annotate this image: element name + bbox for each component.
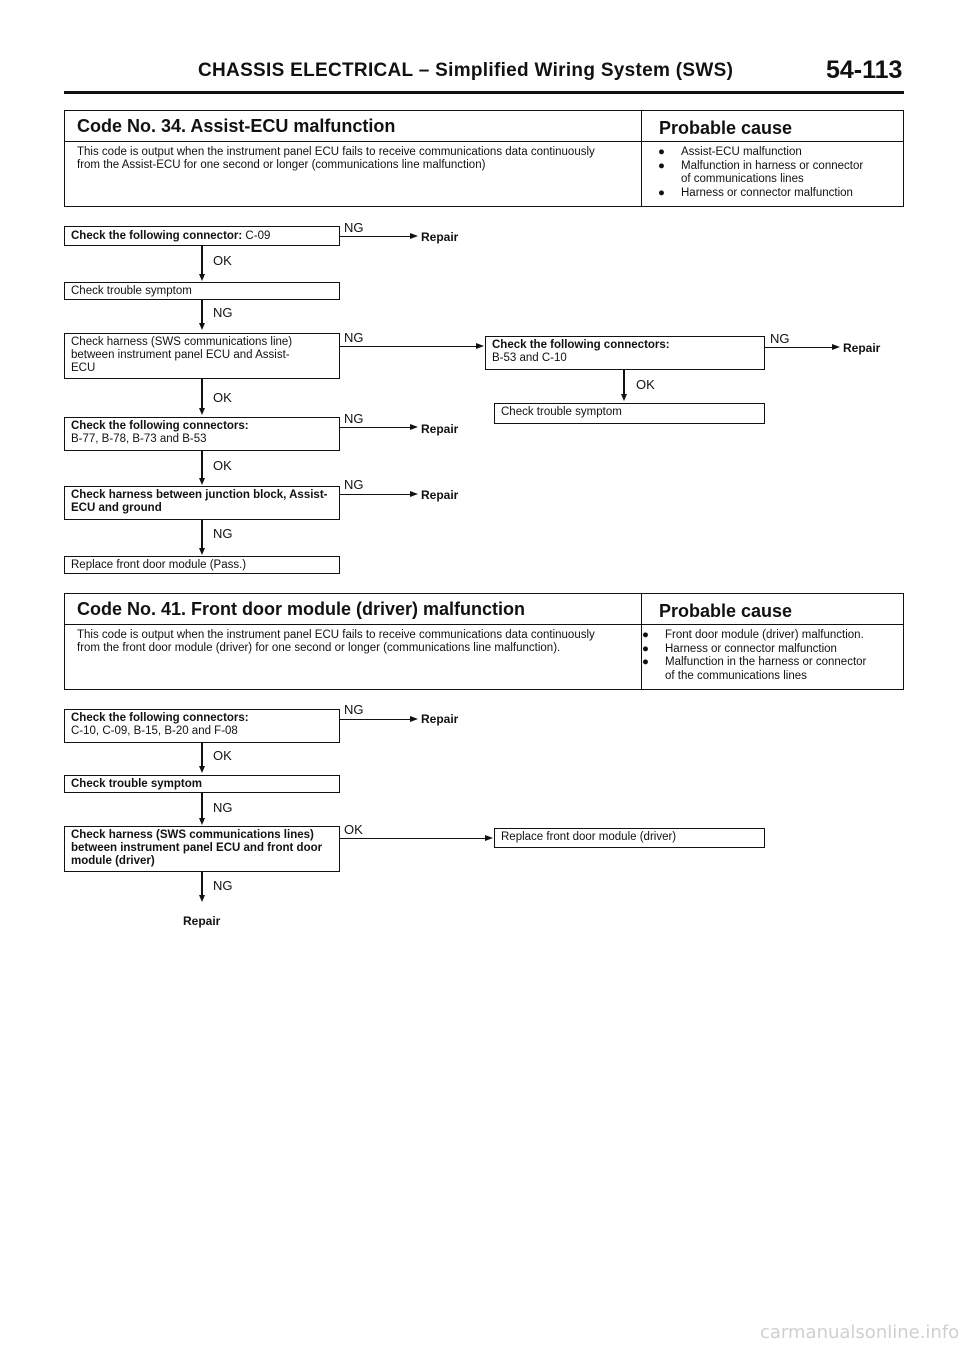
list-item: of communications lines [681, 173, 804, 185]
code41-end-repair: Repair [183, 914, 221, 928]
list-item: ● Harness or connector malfunction [658, 186, 853, 199]
repair-label: Repair [421, 488, 459, 502]
code34-step-replace-module: Replace front door module (Pass.) [64, 556, 340, 574]
header-rule [64, 91, 904, 94]
bullet-icon: ● [658, 146, 665, 158]
bullet-icon: ● [642, 656, 649, 668]
code41-desc-line2: from the front door module (driver) for one second or longer (communications line malfunction). [77, 642, 561, 654]
code41-probable-cause-list [639, 629, 901, 683]
ng-arrow-line [340, 346, 476, 347]
bullet-icon: ● [642, 642, 649, 655]
list-item: ● Harness or connector malfunction [642, 642, 837, 655]
arrow-down-icon [199, 818, 205, 825]
arrow-right-icon [410, 233, 418, 239]
ng-arrow-line [340, 236, 410, 237]
code41-info-box [64, 593, 904, 690]
flow-connector-line [201, 872, 203, 895]
code34-branch-check-symptom: Check trouble symptom [494, 403, 765, 424]
arrow-right-icon [410, 424, 418, 430]
site-watermark: carmanualsonline.info [760, 1322, 960, 1343]
code34-step-check-symptom: Check trouble symptom [64, 282, 340, 300]
ok-label: OK [344, 822, 363, 837]
code41-branch-replace-module: Replace front door module (driver) [494, 828, 765, 848]
flow-connector-line [201, 520, 203, 548]
ng-label: NG [344, 477, 364, 492]
ng-arrow-line [340, 719, 410, 720]
ng-label: NG [770, 331, 790, 346]
arrow-down-icon [621, 394, 627, 401]
code41-step-check-harness: Check harness (SWS communications lines) between instrument panel ECU and front door module (driver) [64, 826, 340, 872]
repair-label: Repair [421, 230, 459, 244]
flow-connector-line [201, 379, 203, 408]
code34-step-check-connector: Check the following connector: C-09 [64, 226, 340, 246]
code41-title-divider [65, 624, 903, 625]
list-item: ● Assist-ECU malfunction [658, 146, 802, 158]
ng-label: NG [213, 305, 233, 320]
code34-desc-line2: from the Assist-ECU for one second or longer (communications line malfunction) [77, 159, 486, 171]
ng-label: NG [213, 800, 233, 815]
arrow-down-icon [199, 478, 205, 485]
ng-arrow-line [340, 427, 410, 428]
bullet-icon: ● [658, 186, 665, 199]
arrow-right-icon [410, 491, 418, 497]
list-item: ● Front door module (driver) malfunction. [642, 629, 864, 641]
flow-connector-line [623, 370, 625, 394]
ng-label: NG [213, 526, 233, 541]
arrow-right-icon [410, 716, 418, 722]
ng-label: NG [344, 330, 364, 345]
ok-arrow-line [340, 838, 485, 839]
list-item: ● Malfunction in harness or connector [658, 159, 864, 172]
code34-step-check-harness: Check harness (SWS communications line) between instrument panel ECU and Assist- ECU [64, 333, 340, 379]
flow-connector-line [201, 793, 203, 818]
repair-label: Repair [843, 341, 881, 355]
arrow-down-icon [199, 766, 205, 773]
arrow-down-icon [199, 895, 205, 902]
page-number: 54-113 [826, 56, 903, 84]
code34-info-box [64, 110, 904, 207]
code41-desc-line1: This code is output when the instrument panel ECU fails to receive communications data continuously [77, 629, 595, 641]
ng-label: NG [344, 702, 364, 717]
code34-desc-line1: This code is output when the instrument panel ECU fails to receive communications data continuously [77, 146, 595, 158]
code34-title: Code No. 34. Assist-ECU malfunction [77, 116, 396, 136]
ng-label: NG [213, 878, 233, 893]
ok-label: OK [213, 748, 232, 763]
bullet-icon: ● [658, 159, 665, 172]
code41-probable-cause-title: Probable cause [659, 601, 793, 621]
code34-probable-cause-list [655, 146, 895, 200]
code41-title: Code No. 41. Front door module (driver) malfunction [77, 599, 526, 619]
list-item: of the communications lines [665, 669, 807, 682]
ok-label: OK [213, 253, 232, 268]
ok-label: OK [636, 377, 655, 392]
ok-label: OK [213, 390, 232, 405]
arrow-right-icon [476, 343, 484, 349]
arrow-down-icon [199, 323, 205, 330]
ng-label: NG [344, 220, 364, 235]
code34-branch-check-connectors: Check the following connectors: B-53 and C-10 [485, 336, 765, 370]
arrow-right-icon [832, 344, 840, 350]
arrow-down-icon [199, 548, 205, 555]
code34-probable-cause-title: Probable cause [659, 118, 793, 138]
code41-step-check-connectors: Check the following connectors: C-10, C-09, B-15, B-20 and F-08 [64, 709, 340, 743]
arrow-down-icon [199, 408, 205, 415]
code34-title-divider [65, 141, 903, 142]
flow-connector-line [201, 300, 203, 323]
arrow-down-icon [199, 274, 205, 281]
list-item: ● Malfunction in the harness or connector [642, 656, 867, 668]
code41-step-check-symptom: Check trouble symptom [64, 775, 340, 793]
flow-connector-line [201, 743, 203, 766]
flow-connector-line [201, 246, 203, 274]
flow-connector-line [201, 451, 203, 478]
page-header-title: CHASSIS ELECTRICAL – Simplified Wiring System (SWS) [198, 60, 734, 81]
arrow-right-icon [485, 835, 493, 841]
repair-label: Repair [421, 712, 459, 726]
repair-label: Repair [421, 422, 459, 436]
code34-step-check-ground: Check harness between junction block, Assist- ECU and ground [64, 486, 340, 520]
ng-label: NG [344, 411, 364, 426]
bullet-icon: ● [642, 629, 649, 641]
code34-column-divider [641, 111, 642, 206]
ng-arrow-line [340, 494, 410, 495]
ng-arrow-line [765, 347, 832, 348]
code34-step-check-connectors: Check the following connectors: B-77, B-78, B-73 and B-53 [64, 417, 340, 451]
ok-label: OK [213, 458, 232, 473]
